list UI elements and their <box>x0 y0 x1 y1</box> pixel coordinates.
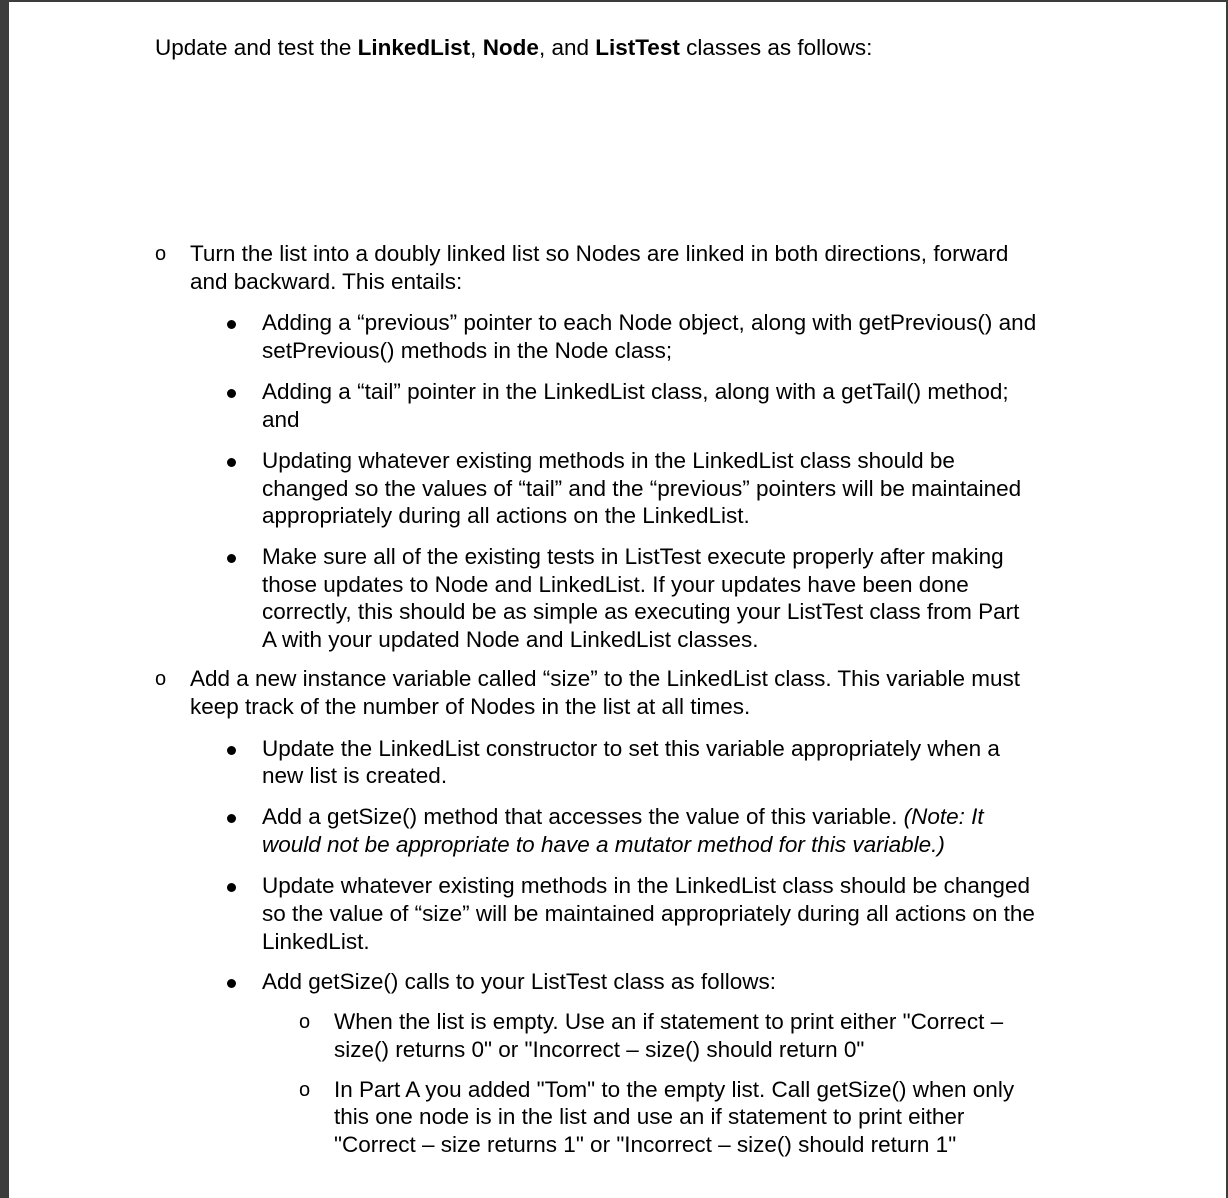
bullet-icon <box>227 458 236 467</box>
bullet-text: Adding a “previous” pointer to each Node object, along with getPrevious() and <box>262 310 1037 335</box>
bullet-text: so the value of “size” will be maintained appropriately during all actions on the <box>262 901 1035 926</box>
page-border-left <box>0 0 9 1198</box>
bullet-text: those updates to Node and LinkedList. If your updates have been done <box>262 572 969 597</box>
bullet-icon <box>227 320 236 329</box>
subitem-text: this one node is in the list and use an if statement to print either <box>334 1104 965 1129</box>
subitem-text: When the list is empty. Use an if statement to print either "Correct – <box>334 1009 1004 1034</box>
bullet-text: Adding a “tail” pointer in the LinkedList class, along with a getTail() method; <box>262 379 1009 404</box>
bullet-text: changed so the values of “tail” and the “previous” pointers will be maintained <box>262 476 1022 501</box>
bullet-text: LinkedList. <box>262 929 370 954</box>
bullet-icon <box>227 883 236 892</box>
subitem-marker: o <box>299 1011 311 1033</box>
bullet-icon <box>227 979 236 988</box>
subitem-marker: o <box>299 1079 311 1101</box>
bullet-text: new list is created. <box>262 763 448 788</box>
subitem-text: "Correct – size returns 1" or "Incorrect – size() should return 1" <box>334 1132 957 1157</box>
section-text: and backward. This entails: <box>190 269 463 294</box>
class-name-node: Node <box>482 35 539 60</box>
page-heading: Update and test the LinkedList, Node, and ListTest classes as follows: <box>155 35 873 60</box>
bullet-icon <box>227 389 236 398</box>
bullet-text: Add getSize() calls to your ListTest class as follows: <box>262 969 776 994</box>
bullet-text: Make sure all of the existing tests in ListTest execute properly after making <box>262 544 1004 569</box>
bullet-icon <box>227 746 236 755</box>
bullet-text: Update whatever existing methods in the LinkedList class should be changed <box>262 873 1030 898</box>
note-text: (Note: It <box>903 804 984 829</box>
section-marker: o <box>155 668 167 690</box>
class-name-linkedlist: LinkedList <box>357 35 471 60</box>
page-border-top <box>0 0 1228 2</box>
bullet-icon <box>227 814 236 823</box>
class-name-listtest: ListTest <box>595 35 680 60</box>
section-marker: o <box>155 243 167 265</box>
bullet-text: A with your updated Node and LinkedList classes. <box>262 627 759 652</box>
bullet-text: Update the LinkedList constructor to set this variable appropriately when a <box>262 736 1000 761</box>
bullet-icon <box>227 554 236 563</box>
bullet-text: Add a getSize() method that accesses the value of this variable. (Note: It <box>262 804 984 829</box>
section-text: Turn the list into a doubly linked list so Nodes are linked in both directions, forward <box>190 241 1009 266</box>
note-text: would not be appropriate to have a mutator method for this variable.) <box>262 832 945 857</box>
bullet-text: Updating whatever existing methods in the LinkedList class should be <box>262 448 955 473</box>
bullet-text: appropriately during all actions on the LinkedList. <box>262 503 750 528</box>
bullet-text: and <box>262 407 300 432</box>
subitem-text: In Part A you added "Tom" to the empty list. Call getSize() when only <box>334 1077 1015 1102</box>
subitem-text: size() returns 0" or "Incorrect – size() should return 0" <box>334 1037 865 1062</box>
bullet-text: setPrevious() methods in the Node class; <box>262 338 673 363</box>
section-text: Add a new instance variable called “size” to the LinkedList class. This variable must <box>190 666 1020 691</box>
section-text: keep track of the number of Nodes in the list at all times. <box>190 694 751 719</box>
bullet-text: correctly, this should be as simple as executing your ListTest class from Part <box>262 599 1020 624</box>
